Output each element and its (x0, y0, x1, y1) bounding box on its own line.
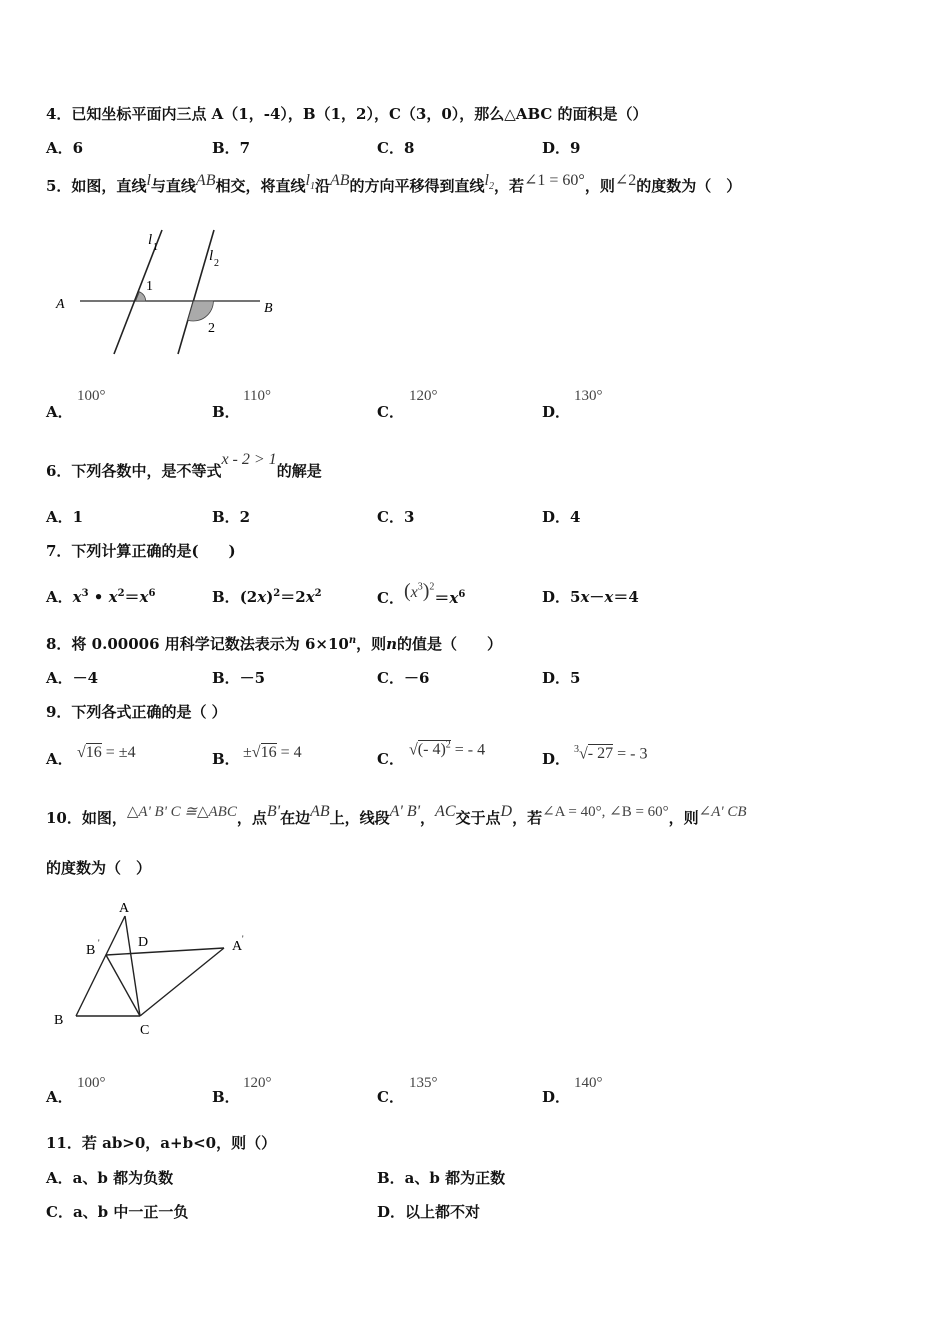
q9-option-d-label: D． (542, 750, 571, 768)
q5-figure (50, 222, 290, 362)
q10-fig-label-b: B (54, 1013, 64, 1028)
q5-fig-label-l1-sub: 1 (153, 242, 158, 253)
q10-target-angle: ∠A' CB (698, 804, 747, 820)
q11-option-c: C．a、b 中一正一负 (46, 1203, 189, 1221)
q10-segment-ba (76, 916, 125, 1016)
q10-congruent: △A' B' C ≅△ABC (126, 804, 237, 820)
q7-option-c-label: C． (377, 589, 404, 607)
q7-option-a: A．$x^3$ • $x^2=x^6$ (46, 588, 156, 606)
q9-option-b-expr: ±√16 = 4 (243, 744, 302, 761)
q10-stem (46, 803, 747, 828)
q6-option-c: C．3 (377, 508, 415, 526)
q7-option-c: C．$(x^3)^2=x^6$ (377, 580, 466, 607)
q10-fig-label-c: C (140, 1023, 150, 1038)
q5-l1-sub: 1 (309, 181, 315, 193)
q10-fig-label-bp-prime: ' (98, 938, 100, 948)
q7-option-b-label: B． (212, 588, 240, 606)
q11-stem: 11．若 ab>0，a+b<0，则（） (46, 1134, 277, 1152)
q7-option-d: D．5x－x＝4 (542, 588, 639, 606)
q9-option-a-label: A． (46, 750, 73, 768)
q5-option-c-label: C． (377, 403, 404, 421)
q5-text: 5．如图，直线 (46, 177, 147, 195)
q7-option-a-label: A． (46, 588, 73, 606)
q8-option-b: B．－5 (212, 669, 266, 687)
q5-option-d-label: D． (542, 403, 571, 421)
q10-text: ，点 (236, 809, 267, 827)
q11-option-a: A．a、b 都为负数 (46, 1169, 174, 1187)
q8-option-a: A．－4 (46, 669, 99, 687)
q5-option-b-value: 110° (243, 388, 271, 404)
q11-option-b: B．a、b 都为正数 (377, 1169, 506, 1187)
q6-text: 的解是 (276, 462, 322, 480)
q8-option-c: C．－6 (377, 669, 430, 687)
q5-angle2: ∠2 (614, 172, 637, 189)
q5-line-l: l (146, 172, 151, 189)
q5-fig-label-l2: l (209, 248, 214, 264)
q10-ac: AC (435, 803, 456, 820)
q10-text: 上，线段 (329, 809, 390, 827)
q5-l2-sub: 2 (488, 181, 494, 193)
q4-option-b: B．7 (212, 139, 251, 157)
q8-text: 8．将 0.00006 用科学记数法表示为 6×10 (46, 635, 349, 653)
q10-option-b-value: 120° (243, 1075, 272, 1091)
q5-line-l1 (305, 172, 315, 193)
q8-n: n (386, 635, 398, 653)
q5-text: 的度数为（ ） (636, 177, 742, 195)
q5-fig-label-2: 2 (208, 321, 215, 336)
q5-option-a-label: A． (46, 403, 73, 421)
q10-text: 在边 (280, 809, 311, 827)
q10-fig-label-ap: A (232, 939, 243, 954)
q5-option-c-value: 120° (409, 388, 438, 404)
q5-option-a-value: 100° (77, 388, 106, 404)
q8-stem (46, 633, 502, 654)
q10-apbp: A' B' (389, 803, 421, 820)
q10-text: 交于点 (455, 809, 501, 827)
q10-option-a-value: 100° (77, 1075, 106, 1091)
q8-option-d: D．5 (542, 669, 581, 687)
q10-fig-label-a: A (119, 901, 130, 916)
q5-option-d-value: 130° (574, 388, 603, 404)
q4-option-c: C．8 (377, 139, 415, 157)
q7-stem: 7．下列计算正确的是( ) (46, 542, 236, 560)
q10-option-c-value: 135° (409, 1075, 438, 1091)
q5-fig-label-l1: l (148, 232, 153, 248)
q5-angle2-sector (188, 301, 214, 321)
q10-option-b-label: B． (212, 1088, 240, 1106)
q5-line-ab: AB (195, 172, 216, 189)
q6-option-a: A．1 (46, 508, 84, 526)
q9-option-d-expr: $^3$√- 27 = - 3 (574, 744, 648, 763)
q10-segment-ac (125, 916, 140, 1016)
q10-option-d-label: D． (542, 1088, 571, 1106)
q5-l1-letter: l (305, 172, 310, 189)
q5-fig-label-a: A (56, 297, 65, 312)
q10-fig-label-bp: B (86, 943, 96, 958)
q10-ab: AB (310, 803, 330, 820)
q11-option-d: D．以上都不对 (377, 1203, 481, 1221)
q6-option-d: D．4 (542, 508, 581, 526)
q10-angles: ∠A = 40°, ∠B = 60° (542, 804, 669, 820)
q5-text: ，则 (584, 177, 615, 195)
q8-exponent: n (348, 635, 357, 646)
q10-text: 10．如图， (46, 809, 127, 827)
q5-line-l2 (484, 172, 494, 193)
q10-fig-label-ap-prime: ' (242, 934, 244, 944)
q5-text: 相交，将直线 (215, 177, 306, 195)
q5-text: ，若 (493, 177, 524, 195)
q10-stem-line2: 的度数为（ ） (46, 859, 152, 877)
q10-text: ，则 (668, 809, 699, 827)
q9-option-c-label: C． (377, 750, 404, 768)
q10-figure (48, 892, 268, 1042)
q8-text: ，则 (356, 635, 387, 653)
q6-text: 6．下列各数中，是不等式 (46, 462, 222, 480)
q9-option-c-expr: √(- 4)$^2$ = - 4 (409, 740, 486, 759)
q4-option-d: D．9 (542, 139, 581, 157)
q9-stem: 9．下列各式正确的是（ ） (46, 703, 227, 721)
q5-stem (46, 172, 742, 198)
q10-text: ，若 (512, 809, 543, 827)
q5-text: 与直线 (150, 177, 196, 195)
q10-segment-apc (140, 948, 224, 1016)
q9-option-b-label: B． (212, 750, 240, 768)
q5-fig-label-l2-sub: 2 (214, 258, 219, 269)
q10-option-c-label: C． (377, 1088, 404, 1106)
q5-l2-letter: l (484, 172, 489, 189)
q10-text: ， (420, 809, 436, 827)
q6-stem (46, 451, 322, 481)
q4-option-a: A．6 (46, 139, 84, 157)
q10-d: D (500, 803, 513, 820)
q6-inequality: x - 2 > 1 (221, 451, 277, 468)
q10-point-bp: B' (266, 803, 281, 820)
q10-fig-label-d: D (138, 935, 149, 950)
q7-option-d-label: D． (542, 588, 571, 606)
q8-text: 的值是（ ） (397, 635, 503, 653)
q10-option-a-label: A． (46, 1088, 73, 1106)
q4-stem: 4．已知坐标平面内三点 A（1，-4），B（1，2），C（3，0），那么△ABC 的面积是（） (46, 105, 648, 123)
q10-segment-bpap (106, 948, 224, 955)
q5-angle1: ∠1 = 60° (523, 172, 585, 189)
q9-option-a-expr: √16 = ±4 (77, 744, 136, 761)
q7-option-b: B．$(2x)^2=2x^2$ (212, 588, 322, 606)
q5-line-ab2: AB (329, 172, 350, 189)
q5-option-b-label: B． (212, 403, 240, 421)
q5-text: 的方向平移得到直线 (349, 177, 485, 195)
q5-text: 沿 (314, 177, 330, 195)
q10-option-d-value: 140° (574, 1075, 603, 1091)
q6-option-b: B．2 (212, 508, 251, 526)
q5-fig-label-1: 1 (146, 279, 153, 294)
q5-fig-label-b: B (264, 301, 273, 316)
